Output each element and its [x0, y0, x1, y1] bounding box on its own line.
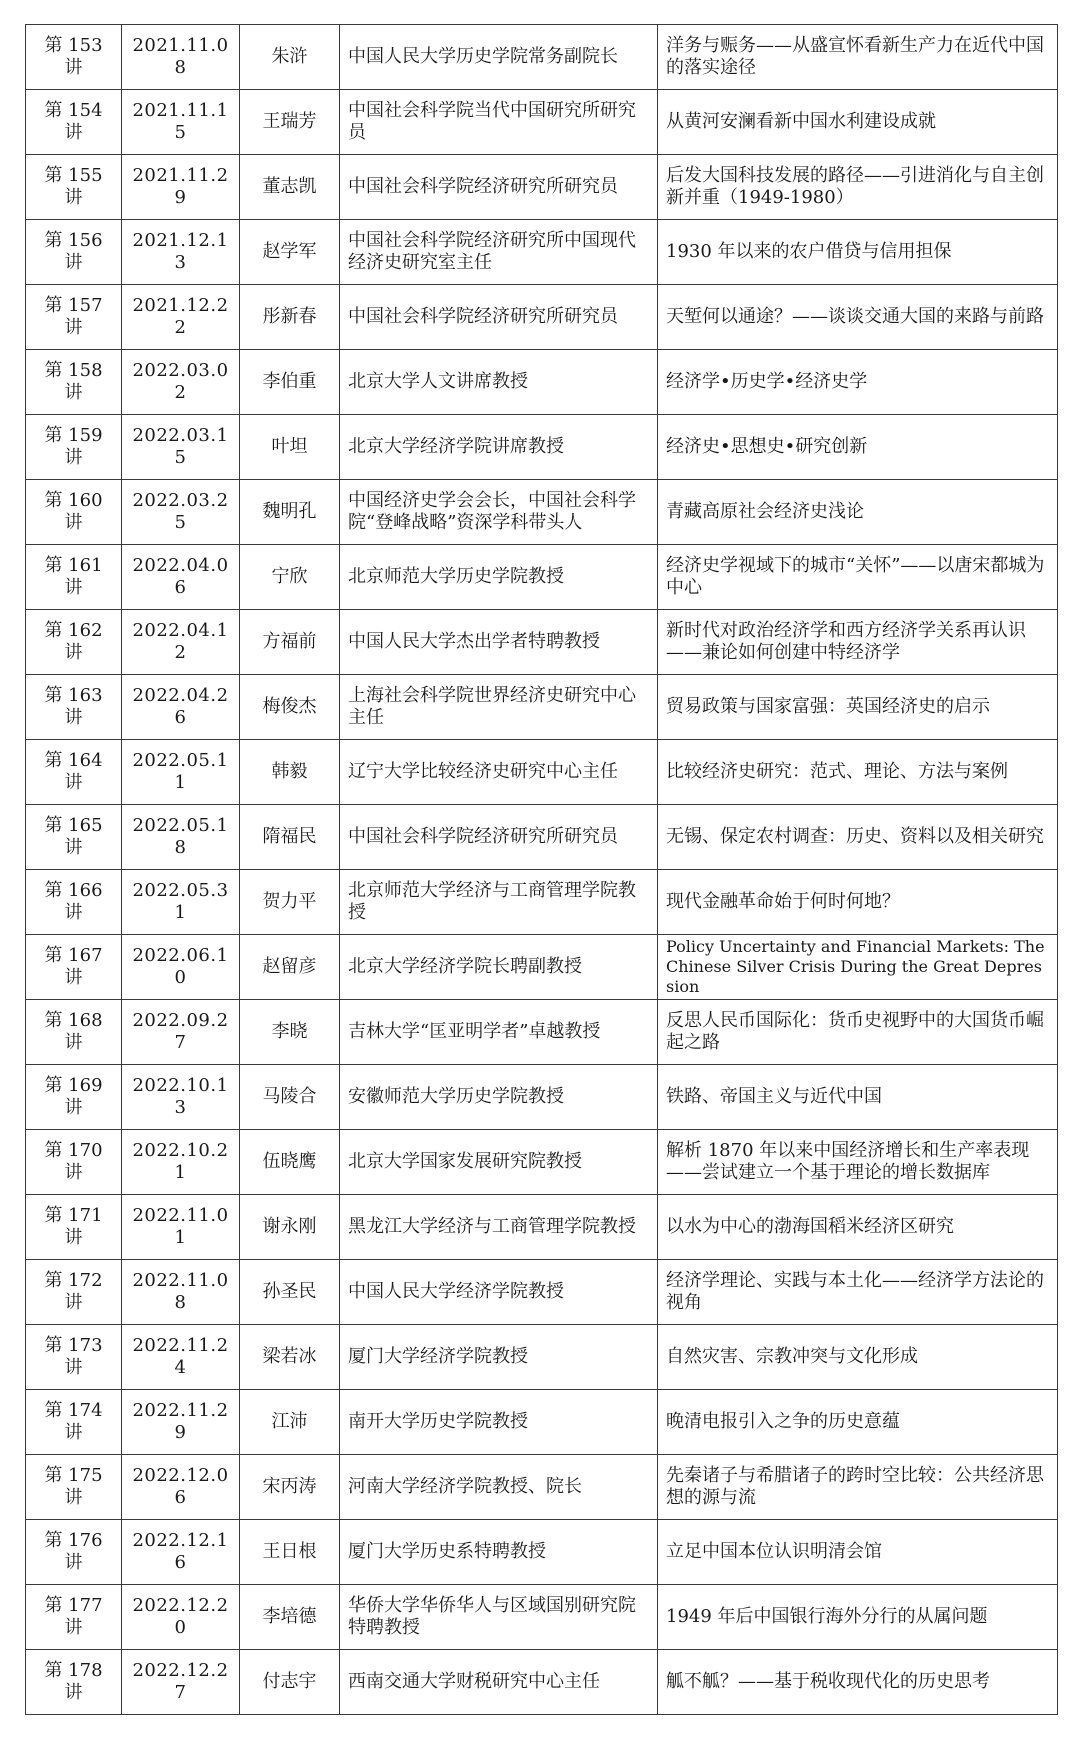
- speaker-title: 中国社会科学院经济研究所中国现代经济史研究室主任: [340, 220, 658, 285]
- lecture-date: 2021.11.15: [122, 90, 240, 155]
- speaker-title: 西南交通大学财税研究中心主任: [340, 1650, 658, 1715]
- lecture-date: 2022.12.06: [122, 1455, 240, 1520]
- lecture-topic: 解析 1870 年以来中国经济增长和生产率表现——尝试建立一个基于理论的增长数据库: [658, 1130, 1058, 1195]
- table-row: [26, 545, 1058, 610]
- speaker-name: 李晓: [240, 1000, 340, 1065]
- lecture-number: 第 172 讲: [26, 1260, 122, 1325]
- table-row: [26, 220, 1058, 285]
- table-row: [26, 1325, 1058, 1390]
- lecture-topic: 青藏高原社会经济史浅论: [658, 480, 1058, 545]
- speaker-name: 王日根: [240, 1520, 340, 1585]
- lecture-number: 第 173 讲: [26, 1325, 122, 1390]
- speaker-title: 上海社会科学院世界经济史研究中心主任: [340, 675, 658, 740]
- lecture-topic: 无锡、保定农村调查：历史、资料以及相关研究: [658, 805, 1058, 870]
- table-row: [26, 155, 1058, 220]
- table-row: [26, 1195, 1058, 1260]
- table-row: [26, 1520, 1058, 1585]
- lecture-date: 2022.06.10: [122, 935, 240, 1000]
- speaker-title: 华侨大学华侨华人与区域国别研究院特聘教授: [340, 1585, 658, 1650]
- lecture-date: 2022.11.24: [122, 1325, 240, 1390]
- lecture-date: 2022.12.27: [122, 1650, 240, 1715]
- speaker-title: 中国社会科学院经济研究所研究员: [340, 285, 658, 350]
- lecture-date: 2022.12.20: [122, 1585, 240, 1650]
- speaker-title: 黑龙江大学经济与工商管理学院教授: [340, 1195, 658, 1260]
- table-row: [26, 1390, 1058, 1455]
- speaker-title: 中国社会科学院当代中国研究所研究员: [340, 90, 658, 155]
- speaker-name: 隋福民: [240, 805, 340, 870]
- speaker-title: 北京大学国家发展研究院教授: [340, 1130, 658, 1195]
- speaker-name: 方福前: [240, 610, 340, 675]
- table-row: [26, 1455, 1058, 1520]
- speaker-name: 彤新春: [240, 285, 340, 350]
- lecture-topic: 现代金融革命始于何时何地？: [658, 870, 1058, 935]
- speaker-title: 北京师范大学经济与工商管理学院教授: [340, 870, 658, 935]
- lecture-topic: 经济史学视域下的城市“关怀”——以唐宋都城为中心: [658, 545, 1058, 610]
- speaker-name: 魏明孔: [240, 480, 340, 545]
- speaker-name: 赵学军: [240, 220, 340, 285]
- speaker-name: 董志凯: [240, 155, 340, 220]
- lecture-topic: 反思人民币国际化：货币史视野中的大国货币崛起之路: [658, 1000, 1058, 1065]
- lecture-number: 第 157 讲: [26, 285, 122, 350]
- lecture-number: 第 175 讲: [26, 1455, 122, 1520]
- speaker-name: 付志宇: [240, 1650, 340, 1715]
- lecture-number: 第 167 讲: [26, 935, 122, 1000]
- lecture-date: 2022.03.25: [122, 480, 240, 545]
- table-row: [26, 1130, 1058, 1195]
- lecture-date: 2022.05.11: [122, 740, 240, 805]
- table-row: [26, 25, 1058, 90]
- lecture-number: 第 166 讲: [26, 870, 122, 935]
- lecture-number: 第 169 讲: [26, 1065, 122, 1130]
- lecture-number: 第 158 讲: [26, 350, 122, 415]
- lecture-date: 2022.03.15: [122, 415, 240, 480]
- table-row: [26, 1260, 1058, 1325]
- lecture-date: 2022.11.01: [122, 1195, 240, 1260]
- speaker-title: 北京师范大学历史学院教授: [340, 545, 658, 610]
- lecture-number: 第 178 讲: [26, 1650, 122, 1715]
- lecture-topic: 天堑何以通途？——谈谈交通大国的来路与前路: [658, 285, 1058, 350]
- lecture-topic: Policy Uncertainty and Financial Markets: The Chinese Silver Crisis During the Great Depression: [658, 935, 1058, 1000]
- lecture-date: 2022.04.12: [122, 610, 240, 675]
- lecture-number: 第 162 讲: [26, 610, 122, 675]
- lecture-date: 2022.11.29: [122, 1390, 240, 1455]
- speaker-name: 王瑞芳: [240, 90, 340, 155]
- lecture-number: 第 153 讲: [26, 25, 122, 90]
- lecture-topic: 铁路、帝国主义与近代中国: [658, 1065, 1058, 1130]
- lecture-topic: 晚清电报引入之争的历史意蕴: [658, 1390, 1058, 1455]
- lecture-number: 第 176 讲: [26, 1520, 122, 1585]
- speaker-title: 安徽师范大学历史学院教授: [340, 1065, 658, 1130]
- lecture-date: 2022.09.27: [122, 1000, 240, 1065]
- lecture-date: 2022.04.26: [122, 675, 240, 740]
- table-row: [26, 415, 1058, 480]
- speaker-title: 中国经济史学会会长，中国社会科学院“登峰战略”资深学科带头人: [340, 480, 658, 545]
- lecture-topic: 自然灾害、宗教冲突与文化形成: [658, 1325, 1058, 1390]
- speaker-name: 伍晓鹰: [240, 1130, 340, 1195]
- speaker-name: 李伯重: [240, 350, 340, 415]
- lecture-topic: 比较经济史研究：范式、理论、方法与案例: [658, 740, 1058, 805]
- speaker-title: 厦门大学历史系特聘教授: [340, 1520, 658, 1585]
- table-row: [26, 90, 1058, 155]
- lecture-date: 2022.10.13: [122, 1065, 240, 1130]
- lecture-number: 第 171 讲: [26, 1195, 122, 1260]
- lecture-date: 2022.11.08: [122, 1260, 240, 1325]
- lecture-topic: 洋务与赈务——从盛宣怀看新生产力在近代中国的落实途径: [658, 25, 1058, 90]
- table-row: [26, 1585, 1058, 1650]
- speaker-title: 中国人民大学经济学院教授: [340, 1260, 658, 1325]
- speaker-title: 中国人民大学历史学院常务副院长: [340, 25, 658, 90]
- lecture-topic: 先秦诸子与希腊诸子的跨时空比较：公共经济思想的源与流: [658, 1455, 1058, 1520]
- lecture-number: 第 160 讲: [26, 480, 122, 545]
- speaker-name: 宋丙涛: [240, 1455, 340, 1520]
- lecture-topic: 觚不觚？——基于税收现代化的历史思考: [658, 1650, 1058, 1715]
- lecture-topic: 经济学•历史学•经济史学: [658, 350, 1058, 415]
- speaker-name: 梅俊杰: [240, 675, 340, 740]
- lecture-number: 第 161 讲: [26, 545, 122, 610]
- speaker-title: 中国社会科学院经济研究所研究员: [340, 155, 658, 220]
- lecture-number: 第 164 讲: [26, 740, 122, 805]
- lecture-topic: 后发大国科技发展的路径——引进消化与自主创新并重（1949-1980）: [658, 155, 1058, 220]
- table-row: [26, 870, 1058, 935]
- lecture-date: 2021.11.29: [122, 155, 240, 220]
- speaker-title: 厦门大学经济学院教授: [340, 1325, 658, 1390]
- lecture-number: 第 154 讲: [26, 90, 122, 155]
- speaker-name: 宁欣: [240, 545, 340, 610]
- table-row: [26, 675, 1058, 740]
- lecture-number: 第 156 讲: [26, 220, 122, 285]
- lecture-number: 第 174 讲: [26, 1390, 122, 1455]
- speaker-name: 韩毅: [240, 740, 340, 805]
- speaker-name: 谢永刚: [240, 1195, 340, 1260]
- lecture-number: 第 165 讲: [26, 805, 122, 870]
- lecture-topic: 贸易政策与国家富强：英国经济史的启示: [658, 675, 1058, 740]
- speaker-name: 江沛: [240, 1390, 340, 1455]
- speaker-title: 北京大学人文讲席教授: [340, 350, 658, 415]
- speaker-title: 南开大学历史学院教授: [340, 1390, 658, 1455]
- speaker-name: 贺力平: [240, 870, 340, 935]
- speaker-name: 孙圣民: [240, 1260, 340, 1325]
- speaker-name: 梁若冰: [240, 1325, 340, 1390]
- lecture-topic: 新时代对政治经济学和西方经济学关系再认识——兼论如何创建中特经济学: [658, 610, 1058, 675]
- speaker-name: 朱浒: [240, 25, 340, 90]
- table-row: [26, 1650, 1058, 1715]
- lecture-date: 2022.12.16: [122, 1520, 240, 1585]
- speaker-title: 中国人民大学杰出学者特聘教授: [340, 610, 658, 675]
- speaker-title: 河南大学经济学院教授、院长: [340, 1455, 658, 1520]
- table-row: [26, 1000, 1058, 1065]
- table-row: [26, 1065, 1058, 1130]
- speaker-title: 辽宁大学比较经济史研究中心主任: [340, 740, 658, 805]
- lecture-topic: 经济学理论、实践与本土化——经济学方法论的视角: [658, 1260, 1058, 1325]
- table-row: [26, 805, 1058, 870]
- lecture-date: 2022.04.06: [122, 545, 240, 610]
- lecture-date: 2021.11.08: [122, 25, 240, 90]
- table-row: [26, 935, 1058, 1000]
- lecture-date: 2022.10.21: [122, 1130, 240, 1195]
- lecture-topic: 以水为中心的渤海国稻米经济区研究: [658, 1195, 1058, 1260]
- lecture-topic: 1949 年后中国银行海外分行的从属问题: [658, 1585, 1058, 1650]
- lecture-number: 第 159 讲: [26, 415, 122, 480]
- table-row: [26, 285, 1058, 350]
- speaker-title: 北京大学经济学院讲席教授: [340, 415, 658, 480]
- speaker-title: 中国社会科学院经济研究所研究员: [340, 805, 658, 870]
- speaker-name: 马陵合: [240, 1065, 340, 1130]
- lecture-number: 第 155 讲: [26, 155, 122, 220]
- lecture-number: 第 177 讲: [26, 1585, 122, 1650]
- lecture-table-body: [26, 25, 1058, 1715]
- speaker-name: 赵留彦: [240, 935, 340, 1000]
- lecture-topic: 从黄河安澜看新中国水利建设成就: [658, 90, 1058, 155]
- speaker-title: 北京大学经济学院长聘副教授: [340, 935, 658, 1000]
- lecture-date: 2021.12.13: [122, 220, 240, 285]
- lecture-topic: 经济史•思想史•研究创新: [658, 415, 1058, 480]
- lecture-date: 2022.05.18: [122, 805, 240, 870]
- table-row: [26, 480, 1058, 545]
- speaker-name: 叶坦: [240, 415, 340, 480]
- speaker-name: 李培德: [240, 1585, 340, 1650]
- lecture-number: 第 170 讲: [26, 1130, 122, 1195]
- lecture-topic: 1930 年以来的农户借贷与信用担保: [658, 220, 1058, 285]
- lecture-table: [25, 24, 1058, 1715]
- lecture-number: 第 163 讲: [26, 675, 122, 740]
- table-row: [26, 610, 1058, 675]
- table-row: [26, 350, 1058, 415]
- speaker-title: 吉林大学“匡亚明学者”卓越教授: [340, 1000, 658, 1065]
- lecture-number: 第 168 讲: [26, 1000, 122, 1065]
- lecture-date: 2021.12.22: [122, 285, 240, 350]
- table-row: [26, 740, 1058, 805]
- lecture-date: 2022.03.02: [122, 350, 240, 415]
- lecture-date: 2022.05.31: [122, 870, 240, 935]
- lecture-topic: 立足中国本位认识明清会馆: [658, 1520, 1058, 1585]
